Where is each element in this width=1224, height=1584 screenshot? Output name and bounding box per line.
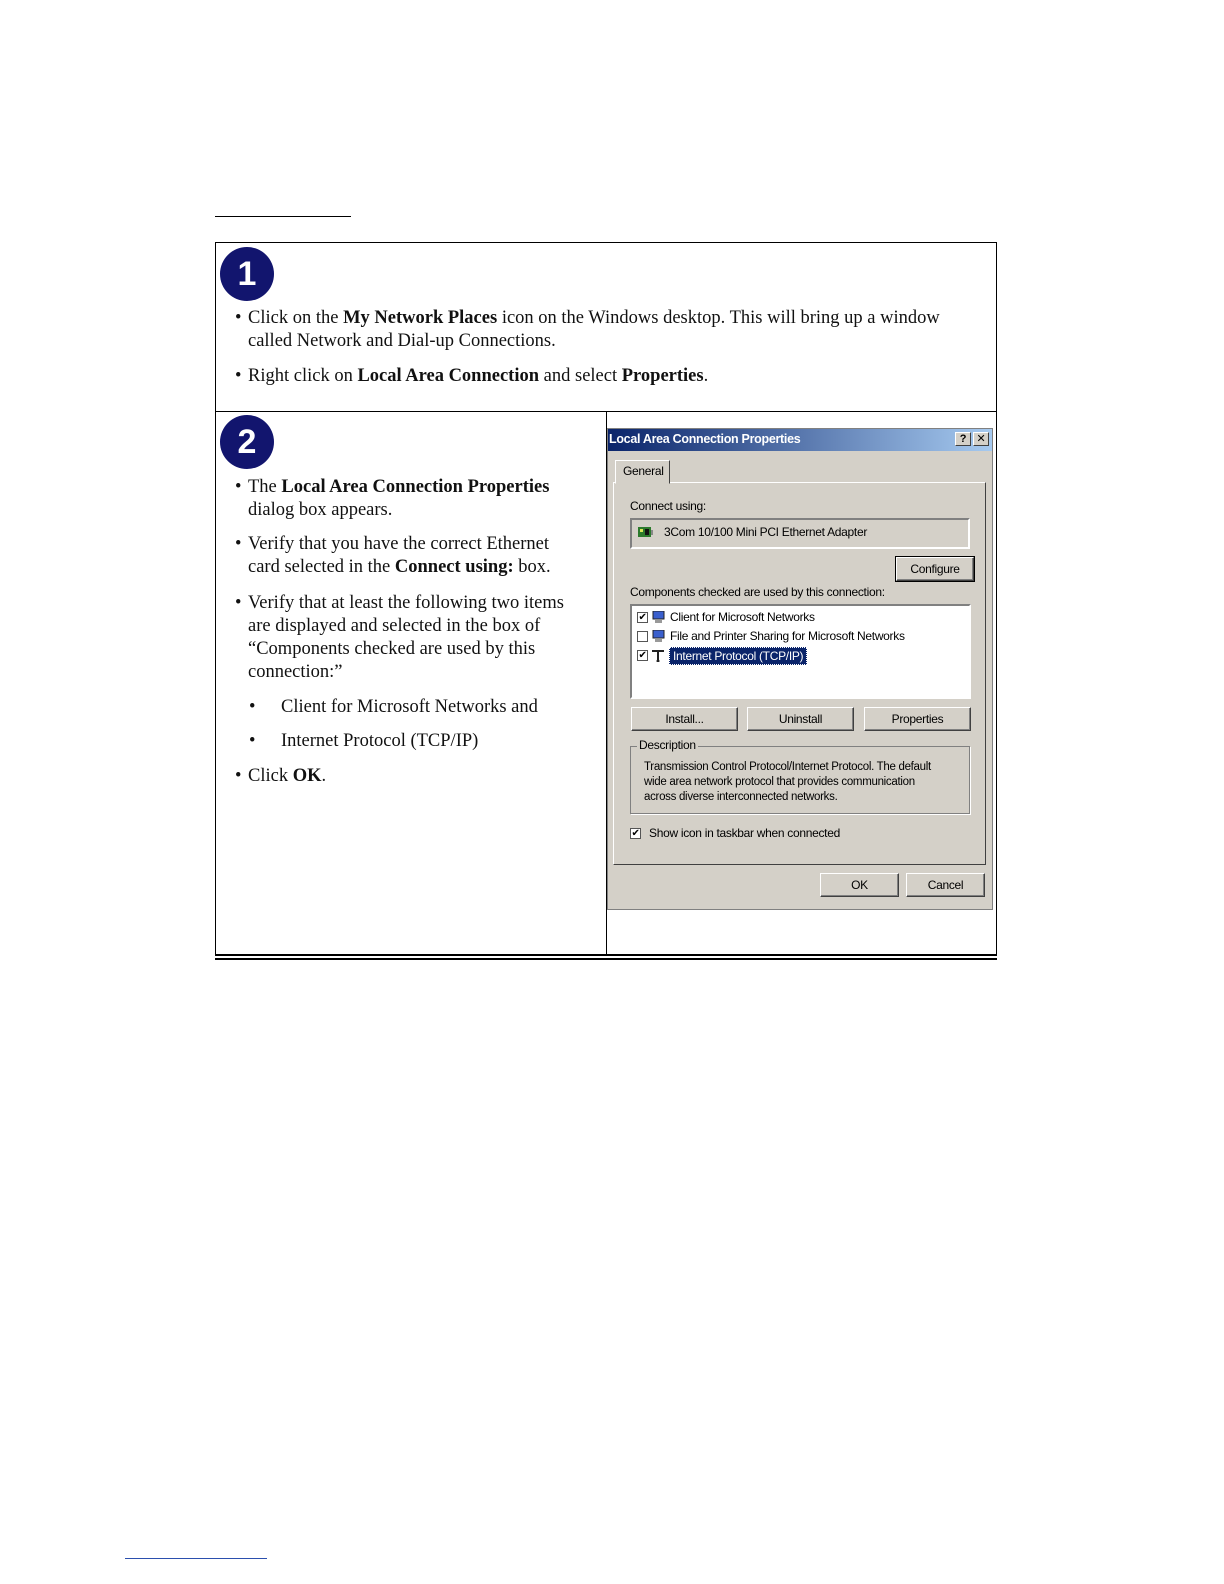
properties-button[interactable]: Properties xyxy=(864,707,971,731)
computer-icon xyxy=(651,630,666,643)
bullet-marker: • xyxy=(235,308,242,328)
bullet-marker: • xyxy=(235,766,242,786)
text: Internet Protocol (TCP/IP) xyxy=(281,731,479,751)
text: called Network and Dial-up Connections. xyxy=(248,331,556,351)
component-checkbox[interactable] xyxy=(637,631,648,642)
step-2-badge: 2 xyxy=(220,415,274,469)
step-1-bullet-2 xyxy=(235,365,995,391)
bullet-marker: • xyxy=(235,593,242,613)
component-label: File and Printer Sharing for Microsoft Networks xyxy=(670,629,905,643)
description-label: Description xyxy=(639,738,696,752)
step-2-sub-bullet-1 xyxy=(249,696,599,722)
step-2-sub-bullet-2 xyxy=(249,730,599,756)
step-2-bullet-1 xyxy=(235,476,600,524)
bullet-marker: • xyxy=(235,534,242,554)
description-line: across diverse interconnected networks. xyxy=(644,791,838,803)
connect-using-text: Connect using: xyxy=(394,557,514,577)
text: Click xyxy=(248,766,293,786)
component-checkbox[interactable]: ✔ xyxy=(638,612,647,623)
local-area-connection-properties-dialog xyxy=(607,428,993,910)
component-item-file-printer-sharing[interactable] xyxy=(637,629,967,645)
text: The xyxy=(248,477,282,497)
my-network-places-text: My Network Places xyxy=(343,308,498,328)
text: Click on the xyxy=(248,308,344,328)
close-button[interactable]: ✕ xyxy=(973,432,989,446)
bullet-marker: • xyxy=(249,697,256,717)
adapter-field[interactable] xyxy=(630,518,970,549)
text: Verify that you have the correct Ethernet xyxy=(248,534,550,554)
description-line: wide area network protocol that provides communication xyxy=(644,776,915,788)
text: . xyxy=(321,766,327,786)
text: dialog box appears. xyxy=(248,500,393,520)
install-button[interactable]: Install... xyxy=(631,707,738,731)
help-button[interactable]: ? xyxy=(955,432,971,446)
description-group xyxy=(630,738,970,814)
uninstall-button[interactable]: Uninstall xyxy=(747,707,854,731)
component-checkbox[interactable]: ✔ xyxy=(638,650,647,661)
step-2-bullet-3 xyxy=(235,592,600,688)
text: and select xyxy=(539,366,622,386)
bullet-marker: • xyxy=(235,477,242,497)
step-2-bullet-4 xyxy=(235,765,600,791)
properties-text: Properties xyxy=(621,366,704,386)
local-area-connection-text: Local Area Connection xyxy=(357,366,540,386)
description-line: Transmission Control Protocol/Internet Protocol. The default xyxy=(644,761,931,773)
description-text xyxy=(644,760,959,805)
step-1-bullet-1 xyxy=(235,307,995,357)
computer-icon xyxy=(651,611,666,624)
adapter-name: 3Com 10/100 Mini PCI Ethernet Adapter xyxy=(664,525,868,539)
footnote-rule xyxy=(125,1558,267,1559)
text: icon on the Windows desktop. This will bring up a window xyxy=(497,308,940,328)
component-label-selected: Internet Protocol (TCP/IP) xyxy=(669,647,807,665)
step-2-bullet-2 xyxy=(235,533,600,581)
dialog-titlebar xyxy=(608,429,992,451)
components-label: Components checked are used by this connection: xyxy=(630,585,885,599)
text: are displayed and selected in the box of xyxy=(248,616,541,636)
network-protocol-icon xyxy=(651,649,666,662)
show-icon-label: Show icon in taskbar when connected xyxy=(649,826,840,840)
cancel-button[interactable]: Cancel xyxy=(906,873,985,897)
component-item-client[interactable] xyxy=(637,610,967,626)
general-tab-panel xyxy=(613,482,986,865)
table-bottom-rule xyxy=(215,955,997,956)
tab-general[interactable] xyxy=(615,460,670,484)
component-label: Client for Microsoft Networks xyxy=(670,610,815,624)
connect-using-label: Connect using: xyxy=(630,499,706,513)
network-adapter-icon xyxy=(638,526,653,539)
tab-label: General xyxy=(623,464,664,478)
ok-text: OK xyxy=(292,766,322,786)
components-list[interactable] xyxy=(630,604,971,699)
ok-button[interactable]: OK xyxy=(820,873,899,897)
table-bottom-rule-double xyxy=(215,958,997,960)
text: . xyxy=(703,366,709,386)
bullet-marker: • xyxy=(235,366,242,386)
text: “Components checked are used by this xyxy=(248,639,536,659)
text: Verify that at least the following two items xyxy=(248,593,564,613)
text: Right click on xyxy=(248,366,358,386)
show-icon-checkbox[interactable]: ✔ xyxy=(631,828,640,839)
dialog-name-text: Local Area Connection Properties xyxy=(281,477,550,497)
bullet-marker: • xyxy=(249,731,256,751)
dialog-title: Local Area Connection Properties xyxy=(609,432,801,446)
top-rule xyxy=(215,216,351,217)
show-icon-option[interactable] xyxy=(630,826,930,842)
text: box. xyxy=(513,557,551,577)
step-1-badge: 1 xyxy=(220,247,274,301)
component-item-tcpip[interactable] xyxy=(637,647,967,665)
text: card selected in the xyxy=(248,557,395,577)
text: Client for Microsoft Networks and xyxy=(281,697,538,717)
text: connection:” xyxy=(248,662,343,682)
configure-button[interactable]: Configure xyxy=(896,557,974,581)
